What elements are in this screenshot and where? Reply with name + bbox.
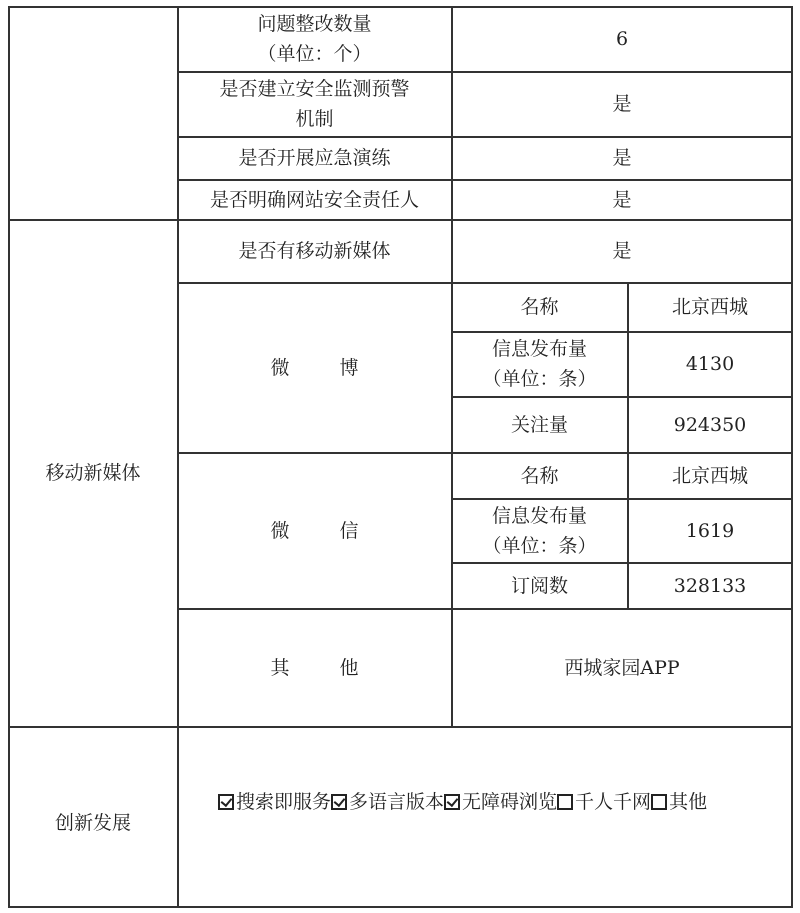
option-label: 千人千网 bbox=[575, 791, 652, 813]
weibo-posts-label: 信息发布量 （单位：条） bbox=[482, 338, 597, 390]
weibo-name-value: 北京西城 bbox=[671, 296, 748, 318]
checkbox-other[interactable] bbox=[651, 794, 667, 810]
wechat-name-value: 北京西城 bbox=[671, 464, 748, 487]
option-label: 多语言版本 bbox=[349, 791, 445, 813]
drill-label: 是否开展应急演练 bbox=[238, 147, 391, 169]
weibo-label: 微 博 bbox=[270, 356, 381, 379]
new-media-section-label: 移动新媒体 bbox=[45, 462, 141, 484]
monitoring-label: 是否建立安全监测预警 机制 bbox=[219, 78, 410, 130]
wechat-posts-label: 信息发布量 （单位：条） bbox=[482, 504, 597, 557]
option-label: 其他 bbox=[669, 791, 708, 813]
innovation-option-list bbox=[218, 787, 707, 817]
wechat-posts-value: 1619 bbox=[685, 519, 735, 542]
checkbox-accessibility[interactable] bbox=[444, 794, 460, 810]
other-media-value: 西城家园APP bbox=[564, 656, 680, 679]
weibo-followers-value: 924350 bbox=[673, 413, 747, 436]
rectify-count-value: 6 bbox=[615, 28, 629, 50]
wechat-subscribers-label: 订阅数 bbox=[510, 574, 568, 597]
option-label: 搜索即服务 bbox=[236, 791, 332, 813]
monitoring-value: 是 bbox=[612, 93, 632, 115]
wechat-name-label: 名称 bbox=[520, 464, 559, 487]
weibo-posts-value: 4130 bbox=[685, 353, 735, 375]
weibo-name-label: 名称 bbox=[520, 296, 559, 318]
wechat-label: 微 信 bbox=[270, 519, 381, 542]
weibo-followers-label: 关注量 bbox=[510, 413, 568, 436]
innovation-section-label: 创新发展 bbox=[54, 811, 131, 834]
drill-value: 是 bbox=[612, 147, 632, 169]
checkbox-search-service[interactable] bbox=[218, 794, 234, 810]
responsible-value: 是 bbox=[612, 188, 632, 211]
has-new-media-label: 是否有移动新媒体 bbox=[238, 240, 391, 262]
has-new-media-value: 是 bbox=[612, 240, 632, 262]
checkbox-personalized[interactable] bbox=[557, 794, 573, 810]
table-border-bottom bbox=[8, 906, 793, 908]
option-label: 无障碍浏览 bbox=[462, 791, 558, 813]
rectify-count-label: 问题整改数量 （单位：个） bbox=[257, 13, 372, 65]
innovation-options bbox=[178, 727, 792, 877]
checkbox-multilingual[interactable] bbox=[331, 794, 347, 810]
other-media-label: 其 他 bbox=[270, 656, 381, 679]
wechat-subscribers-value: 328133 bbox=[673, 574, 747, 597]
responsible-label: 是否明确网站安全责任人 bbox=[209, 188, 419, 211]
